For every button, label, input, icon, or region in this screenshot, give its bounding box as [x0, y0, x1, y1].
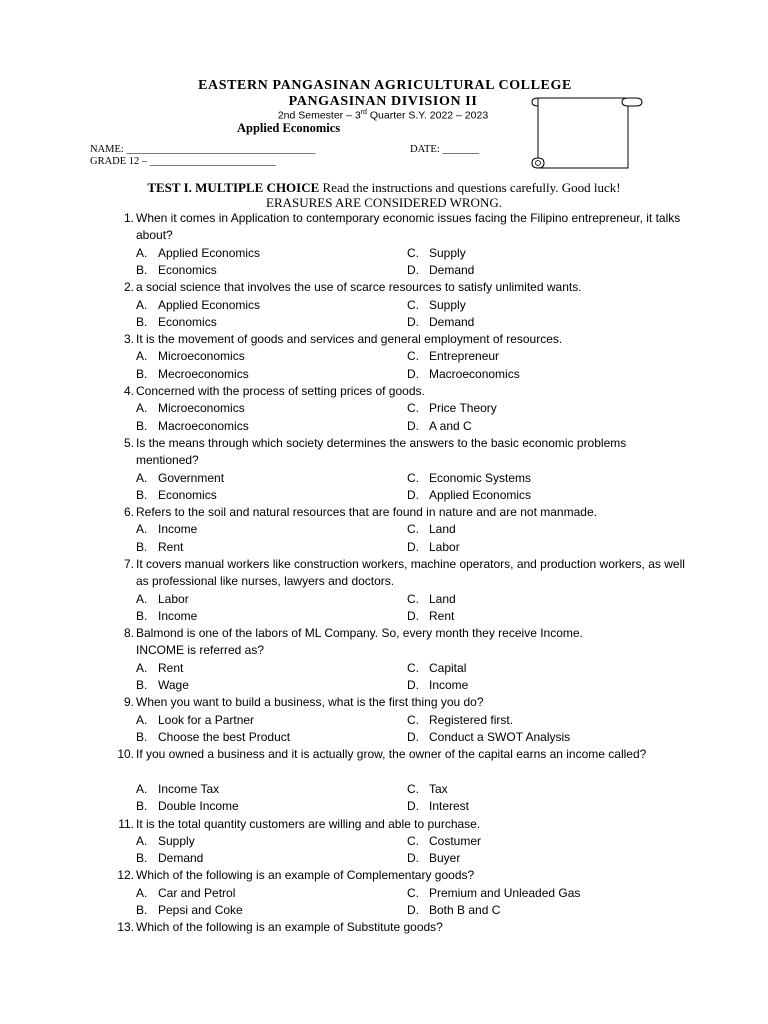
- option-letter: C.: [407, 781, 419, 796]
- answer-option[interactable]: [407, 833, 481, 850]
- division-name: PANGASINAN DIVISION II: [288, 94, 478, 109]
- option-text: Mecroeconomics: [158, 366, 249, 381]
- answer-option[interactable]: [136, 245, 260, 262]
- answer-option[interactable]: [136, 487, 217, 504]
- option-letter: D.: [407, 262, 419, 277]
- option-letter: D.: [407, 851, 419, 866]
- option-text: Capital: [429, 660, 467, 675]
- question-text: Concerned with the process of setting prices of goods.: [136, 384, 425, 398]
- question-text: Is the means through which society determines the answers to the basic economic problems mentioned?: [136, 435, 627, 468]
- answer-option[interactable]: [136, 902, 243, 919]
- option-letter: A.: [136, 470, 148, 485]
- question-text: It is the movement of goods and services and general employment of resources.: [136, 332, 563, 347]
- option-text: Registered first.: [429, 712, 514, 727]
- question-number: 6.: [123, 505, 134, 520]
- question-number: 5.: [123, 435, 134, 450]
- option-letter: B.: [136, 799, 148, 814]
- question-number: 12.: [117, 868, 134, 883]
- option-text: Applied Economics: [429, 487, 532, 502]
- option-text: Demand: [429, 262, 475, 277]
- answer-option[interactable]: [136, 608, 197, 625]
- question-number: 3.: [123, 332, 134, 347]
- option-letter: B.: [136, 903, 148, 917]
- answer-option[interactable]: [136, 539, 183, 556]
- test-instructions: [0, 180, 768, 210]
- question-number: 1.: [123, 211, 134, 225]
- option-text: Price Theory: [429, 401, 497, 416]
- answer-option[interactable]: [407, 366, 520, 383]
- option-text: Microeconomics: [158, 401, 245, 416]
- option-text: Rent: [429, 608, 455, 623]
- option-text: Conduct a SWOT Analysis: [429, 730, 571, 744]
- answer-option[interactable]: [136, 660, 183, 677]
- option-letter: C.: [407, 885, 419, 900]
- answer-option[interactable]: [407, 539, 460, 556]
- option-letter: A.: [136, 522, 148, 537]
- option-letter: B.: [136, 418, 148, 433]
- option-letter: C.: [407, 349, 419, 364]
- answer-option[interactable]: [407, 591, 456, 608]
- option-text: Land: [429, 522, 456, 537]
- date-field[interactable]: DATE: _______: [410, 144, 480, 155]
- option-text: Premium and Unleaded Gas: [429, 885, 581, 900]
- answer-option[interactable]: [407, 521, 456, 538]
- option-letter: B.: [136, 730, 148, 744]
- answer-option[interactable]: [407, 470, 531, 487]
- answer-option[interactable]: [407, 314, 474, 331]
- option-text: Applied Economics: [158, 245, 261, 260]
- option-letter: C.: [407, 401, 419, 416]
- option-letter: C.: [407, 297, 419, 312]
- option-text: Entrepreneur: [429, 349, 500, 364]
- option-letter: B.: [136, 487, 148, 502]
- option-text: Buyer: [429, 851, 461, 866]
- option-letter: A.: [136, 712, 148, 727]
- option-letter: B.: [136, 366, 148, 381]
- answer-option[interactable]: [136, 470, 224, 487]
- option-text: Economics: [158, 314, 217, 329]
- answer-option[interactable]: [407, 885, 580, 902]
- answer-option[interactable]: [136, 521, 197, 538]
- option-text: Double Income: [158, 799, 239, 814]
- answer-option[interactable]: [407, 798, 469, 815]
- question-text: It covers manual workers like construction workers, machine operators, and production workers, as well as professional like nurses, lawyers and doctors.: [136, 557, 685, 589]
- question-text: It is the total quantity customers are willing and able to purchase.: [136, 816, 481, 831]
- option-text: Rent: [158, 660, 184, 675]
- answer-option[interactable]: [407, 850, 460, 867]
- option-text: Economics: [158, 262, 217, 277]
- option-text: Wage: [158, 678, 189, 693]
- erasure-note: ERASURES ARE CONSIDERED WRONG.: [266, 195, 502, 210]
- answer-option[interactable]: [407, 297, 466, 314]
- question-number: 4.: [123, 384, 134, 398]
- question-number: 13.: [117, 920, 134, 935]
- subject-title: Applied Economics: [237, 121, 341, 135]
- answer-option[interactable]: [136, 418, 249, 435]
- question-number: 9.: [123, 695, 134, 710]
- grade-field[interactable]: GRADE 12 – ________________________: [90, 156, 276, 167]
- option-letter: B.: [136, 314, 148, 329]
- option-letter: D.: [407, 487, 419, 502]
- option-letter: B.: [136, 608, 148, 623]
- option-text: Supply: [158, 833, 195, 848]
- option-letter: C.: [407, 591, 419, 606]
- question-text: When it comes in Application to contemporary economic issues facing the Filipino entrepreneur, it talks about?: [136, 211, 681, 243]
- option-text: Income: [158, 522, 198, 537]
- option-text: Supply: [429, 297, 466, 312]
- option-text: Income Tax: [158, 781, 220, 796]
- answer-option[interactable]: [136, 677, 189, 694]
- option-letter: A.: [136, 245, 148, 260]
- question-text: Which of the following is an example of Substitute goods?: [136, 920, 443, 935]
- option-text: Rent: [158, 539, 184, 554]
- option-text: Interest: [429, 799, 470, 814]
- option-text: Tax: [429, 781, 448, 796]
- option-text: Land: [429, 591, 456, 606]
- option-letter: D.: [407, 799, 419, 814]
- option-letter: B.: [136, 539, 148, 554]
- option-letter: C.: [407, 833, 419, 848]
- answer-option[interactable]: [136, 798, 239, 815]
- option-text: A and C: [429, 418, 472, 433]
- option-letter: B.: [136, 678, 148, 693]
- option-text: Macroeconomics: [429, 366, 520, 381]
- option-letter: D.: [407, 608, 419, 623]
- option-text: Car and Petrol: [158, 885, 236, 900]
- option-text: Income: [158, 608, 198, 623]
- option-text: Income: [429, 678, 469, 693]
- answer-option[interactable]: [136, 297, 260, 314]
- option-text: Economic Systems: [429, 470, 532, 485]
- option-text: Pepsi and Coke: [158, 903, 243, 917]
- option-letter: C.: [407, 245, 419, 260]
- question-number: 11.: [118, 816, 134, 831]
- score-scroll-box: [524, 92, 644, 172]
- question-number: 10.: [117, 747, 134, 762]
- option-letter: A.: [136, 660, 148, 675]
- answer-option[interactable]: [407, 660, 466, 677]
- answer-option[interactable]: [407, 245, 466, 262]
- answer-option[interactable]: [407, 262, 474, 279]
- option-text: Macroeconomics: [158, 418, 249, 433]
- answer-option[interactable]: [136, 314, 217, 331]
- option-letter: D.: [407, 418, 419, 433]
- answer-option[interactable]: [136, 366, 249, 383]
- answer-option[interactable]: [407, 902, 500, 919]
- option-letter: A.: [136, 885, 148, 900]
- option-letter: C.: [407, 470, 419, 485]
- option-letter: B.: [136, 851, 148, 866]
- option-letter: C.: [407, 660, 419, 675]
- answer-option[interactable]: [407, 729, 570, 746]
- school-name: EASTERN PANGASINAN AGRICULTURAL COLLEGE: [198, 78, 572, 93]
- question-number: 8.: [123, 626, 134, 641]
- option-letter: D.: [407, 678, 419, 693]
- answer-option[interactable]: [407, 781, 448, 798]
- option-text: Choose the best Product: [158, 730, 291, 744]
- option-text: Labor: [158, 591, 189, 606]
- answer-option[interactable]: [407, 400, 497, 417]
- option-letter: D.: [407, 366, 419, 381]
- option-letter: D.: [407, 539, 419, 554]
- question-text: If you owned a business and it is actually grow, the owner of the capital earns an income called?: [136, 747, 647, 762]
- answer-option[interactable]: [136, 885, 235, 902]
- option-text: Microeconomics: [158, 349, 245, 364]
- option-text: Look for a Partner: [158, 712, 255, 727]
- option-text: Supply: [429, 245, 466, 260]
- answer-option[interactable]: [136, 400, 245, 417]
- answer-option[interactable]: [136, 348, 245, 365]
- answer-option[interactable]: [407, 608, 454, 625]
- question-number: 7.: [123, 557, 134, 571]
- test-instruction-text: Read the instructions and questions carefully. Good luck!: [319, 180, 621, 195]
- option-text: Both B and C: [429, 903, 501, 917]
- option-letter: B.: [136, 262, 148, 277]
- answer-option[interactable]: [407, 677, 468, 694]
- answer-option[interactable]: [136, 729, 290, 746]
- option-letter: D.: [407, 314, 419, 329]
- option-text: Government: [158, 470, 225, 485]
- option-letter: A.: [136, 833, 148, 848]
- option-letter: A.: [136, 781, 148, 796]
- answer-option[interactable]: [136, 591, 189, 608]
- answer-option[interactable]: [136, 850, 203, 867]
- question-text: Which of the following is an example of Complementary goods?: [136, 868, 475, 883]
- option-text: Applied Economics: [158, 297, 261, 312]
- option-text: Labor: [429, 539, 460, 554]
- name-field[interactable]: NAME: ____________________________________: [90, 144, 316, 155]
- answer-option[interactable]: [136, 833, 195, 850]
- option-letter: A.: [136, 297, 148, 312]
- option-text: Economics: [158, 487, 217, 502]
- question-text: When you want to build a business, what is the first thing you do?: [136, 695, 484, 710]
- answer-option[interactable]: [407, 487, 531, 504]
- option-letter: C.: [407, 522, 419, 537]
- option-letter: D.: [407, 903, 419, 917]
- question-number: 2.: [123, 280, 134, 295]
- answer-option[interactable]: [407, 712, 513, 729]
- question-text: a social science that involves the use of scarce resources to satisfy unlimited wants.: [136, 280, 582, 295]
- semester-line: 2nd Semester – 3rd Quarter S.Y. 2022 – 2023: [277, 109, 489, 122]
- option-letter: C.: [407, 712, 419, 727]
- question-text: Balmond is one of the labors of ML Company. So, every month they receive Income. INCOME is referred as?: [136, 626, 583, 658]
- answer-option[interactable]: [136, 712, 254, 729]
- question-text: Refers to the soil and natural resources that are found in nature and are not manmade.: [136, 505, 597, 520]
- option-letter: A.: [136, 349, 148, 364]
- option-text: Demand: [158, 851, 204, 866]
- option-text: Costumer: [429, 833, 482, 848]
- answer-option[interactable]: [136, 262, 217, 279]
- answer-option[interactable]: [407, 418, 472, 435]
- answer-option[interactable]: [136, 781, 219, 798]
- option-text: Demand: [429, 314, 475, 329]
- answer-option[interactable]: [407, 348, 499, 365]
- option-letter: A.: [136, 401, 148, 416]
- option-letter: A.: [136, 591, 148, 606]
- option-letter: D.: [407, 730, 419, 744]
- test-title: TEST I. MULTIPLE CHOICE: [147, 180, 320, 195]
